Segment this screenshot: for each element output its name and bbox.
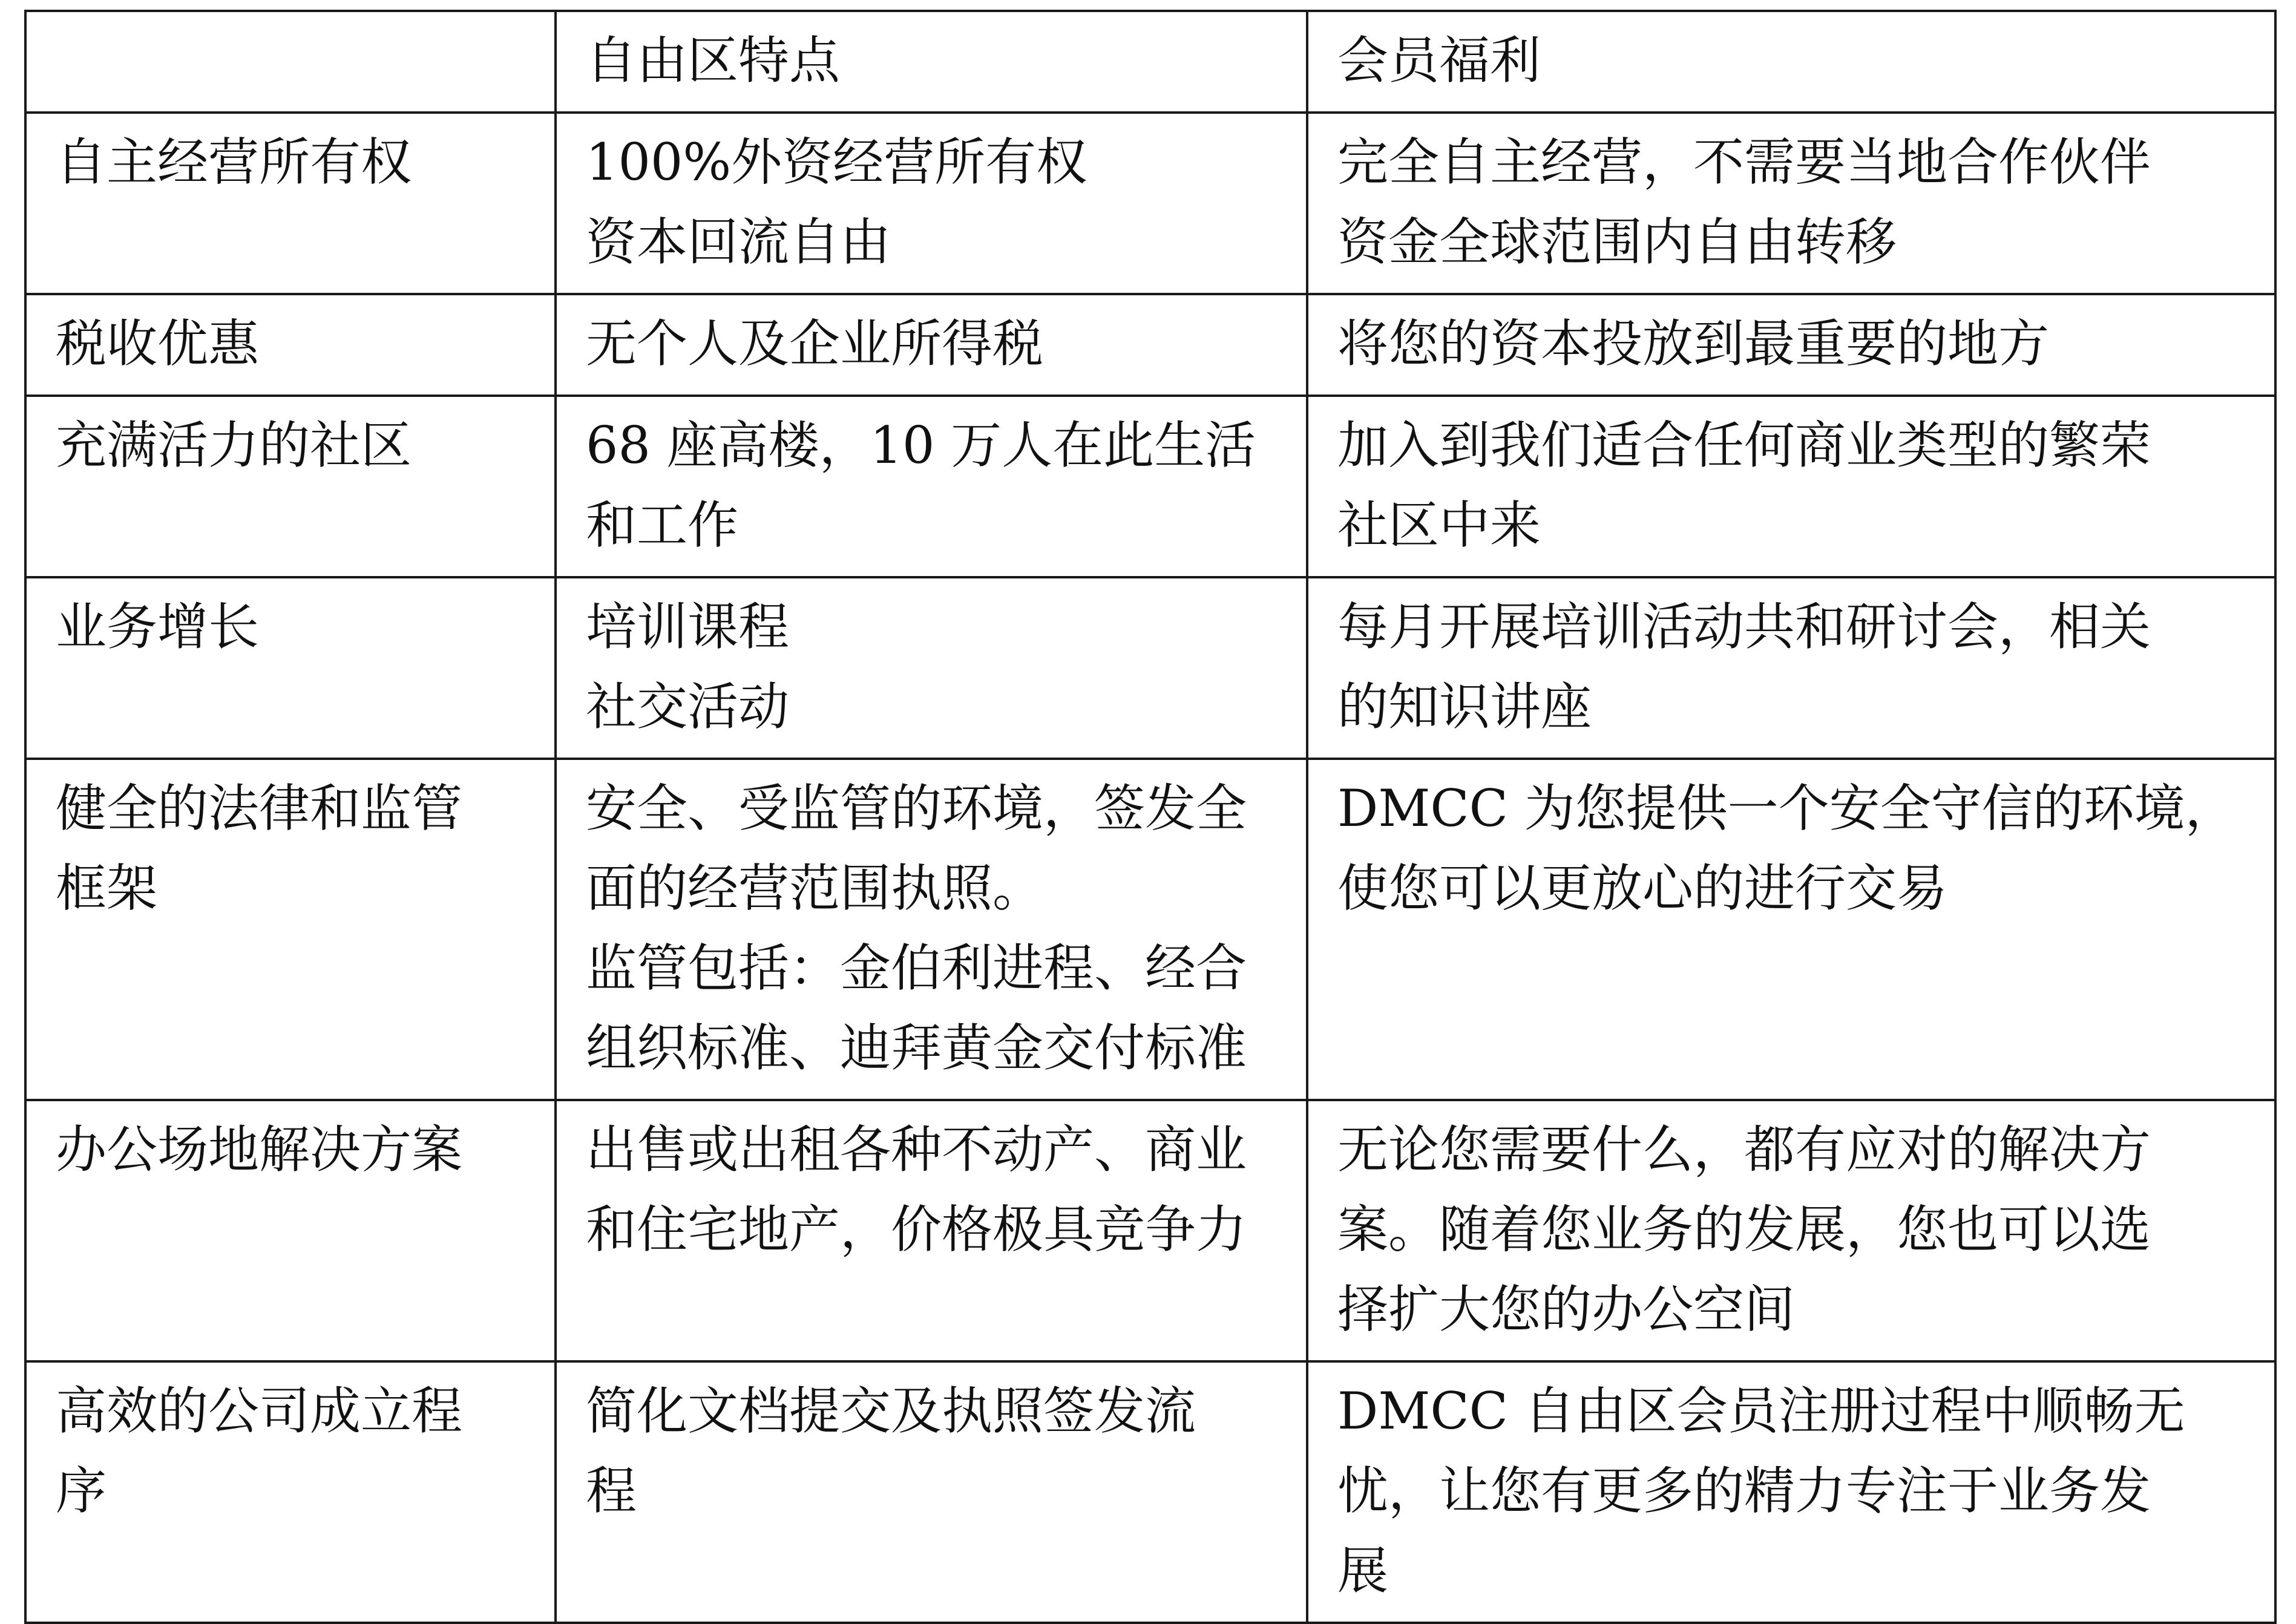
benefit-line: 展 [1337,1541,1389,1600]
feature-line: 程 [586,1461,637,1521]
row-label-line: 框架 [56,859,158,918]
feature-line: 和工作 [586,496,739,555]
benefit-line: 的知识讲座 [1337,677,1592,736]
benefit-line: 将您的资本投放到最重要的地方 [1337,314,2050,373]
header-row [25,11,2275,113]
benefit-line: 加入到我们适合任何商业类型的繁荣 [1337,416,2151,475]
table-row [25,759,2275,1100]
feature-cell [556,396,1307,577]
benefit-cell [1307,1100,2275,1361]
table-body [25,11,2275,1623]
benefit-line: 无论您需要什么，都有应对的解决方 [1337,1120,2151,1179]
table-row [25,577,2275,759]
benefit-line: 完全自主经营，不需要当地合作伙伴 [1337,133,2151,192]
row-label-line: 办公场地解决方案 [56,1120,463,1179]
feature-line: 监管包括：金伯利进程、经合 [586,938,1247,998]
benefit-line: DMCC 为您提供一个安全守信的环境， [1337,779,2236,838]
benefit-line: 择扩大您的办公空间 [1337,1280,1796,1339]
feature-line: 出售或出租各种不动产、商业 [586,1120,1247,1179]
benefit-cell [1307,294,2275,396]
row-label-cell [25,294,556,396]
table-row [25,1100,2275,1361]
feature-cell [556,1100,1307,1361]
feature-line: 资本回流自由 [586,212,891,272]
row-label-line: 序 [56,1461,107,1521]
row-label-cell [25,113,556,294]
table-row [25,113,2275,294]
feature-line: 社交活动 [586,677,790,736]
row-label-line: 高效的公司成立程 [56,1381,463,1441]
header-cell-benefits: 会员福利 [1307,11,2275,113]
row-label-line: 充满活力的社区 [56,416,412,475]
benefit-cell [1307,577,2275,759]
header-cell-features: 自由区特点 [556,11,1307,113]
feature-line: 面的经营范围执照。 [586,859,1044,918]
comparison-table [24,10,2277,1624]
table-row [25,294,2275,396]
feature-cell [556,577,1307,759]
table-row [25,396,2275,577]
feature-line: 无个人及企业所得税 [586,314,1044,373]
row-label-line: 健全的法律和监管 [56,779,463,838]
row-label-line: 自主经营所有权 [56,133,412,192]
benefit-line: 资金全球范围内自由转移 [1337,212,1897,272]
feature-line: 组织标准、迪拜黄金交付标准 [586,1018,1247,1078]
feature-line: 培训课程 [586,597,790,656]
feature-cell [556,1361,1307,1623]
row-label-line: 税收优惠 [56,314,260,373]
header-cell-empty [25,11,556,113]
benefit-cell [1307,759,2275,1100]
feature-line: 100%外资经营所有权 [586,133,1087,192]
row-label-line: 业务增长 [56,597,260,656]
benefit-line: 使您可以更放心的进行交易 [1337,859,1948,918]
benefit-cell [1307,1361,2275,1623]
row-label-cell [25,396,556,577]
cut-off-text-line [0,0,2296,8]
benefit-line: 案。随着您业务的发展，您也可以选 [1337,1200,2151,1259]
feature-line: 和住宅地产，价格极具竞争力 [586,1200,1247,1259]
benefit-line: 社区中来 [1337,496,1541,555]
feature-cell [556,113,1307,294]
feature-line: 68 座高楼，10 万人在此生活 [586,416,1256,475]
benefit-cell [1307,396,2275,577]
row-label-cell [25,759,556,1100]
feature-line: 安全、受监管的环境，签发全 [586,779,1247,838]
row-label-cell [25,1100,556,1361]
row-label-cell [25,1361,556,1623]
benefit-line: DMCC 自由区会员注册过程中顺畅无 [1337,1381,2185,1441]
benefit-cell [1307,113,2275,294]
benefit-line: 每月开展培训活动共和研讨会，相关 [1337,597,2151,656]
table-row [25,1361,2275,1623]
feature-cell [556,294,1307,396]
feature-cell [556,759,1307,1100]
benefit-line: 忧，让您有更多的精力专注于业务发 [1337,1461,2151,1521]
row-label-cell [25,577,556,759]
feature-line: 简化文档提交及执照签发流 [586,1381,1196,1441]
